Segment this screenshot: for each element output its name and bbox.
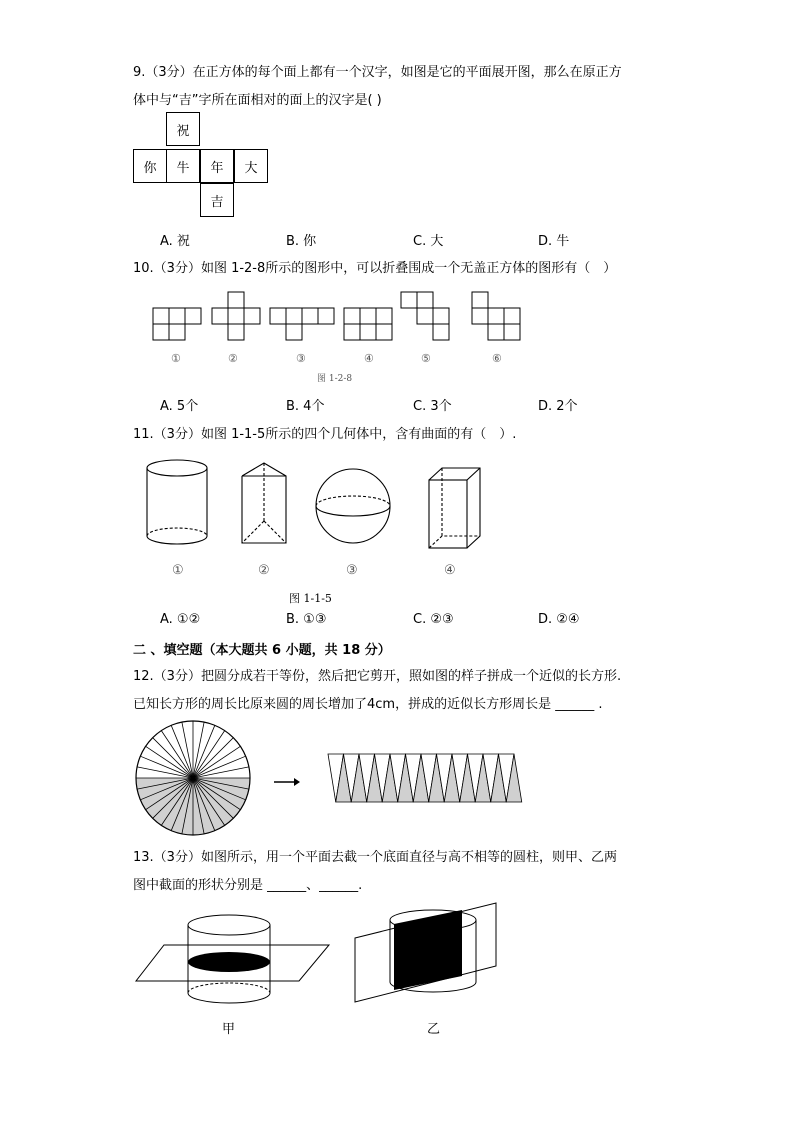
net-cell-zhu: 祝 xyxy=(166,112,200,146)
net-shape-6 xyxy=(472,292,520,340)
net-cell-nian: 年 xyxy=(200,149,234,183)
cuboid-shape xyxy=(429,468,480,548)
net-cell-ni: 你 xyxy=(133,149,167,183)
q10-label-1: ① xyxy=(171,352,181,365)
q10-label-5: ⑤ xyxy=(421,352,431,365)
q11-option-b: B. ①③ xyxy=(286,612,327,627)
sector-line xyxy=(193,738,233,778)
arrow-icon xyxy=(274,777,300,787)
q10-option-c: C. 3个 xyxy=(413,399,452,414)
q13-label-yi: 乙 xyxy=(427,1022,441,1037)
net-shape-5 xyxy=(401,292,449,340)
q11-option-d: D. ②④ xyxy=(538,612,580,627)
q13-label-jia: 甲 xyxy=(222,1022,236,1037)
net-shape-3 xyxy=(270,308,334,340)
q10-label-3: ③ xyxy=(296,352,306,365)
section-heading-fill-blank: 二 、填空题（本大题共 6 小题，共 18 分） xyxy=(133,643,391,658)
q9-text-line2: 体中与“吉”字所在面相对的面上的汉字是( ) xyxy=(133,93,382,108)
q10-option-b: B. 4个 xyxy=(286,399,325,414)
q9-text-line1: 9.（3分）在正方体的每个面上都有一个汉字，如图是它的平面展开图，那么在原正方 xyxy=(133,65,622,80)
q13-cut-figure-a xyxy=(134,905,334,1015)
q12-text-line2: 已知长方形的周长比原来圆的周长增加了4cm，拼成的近似长方形周长是 ______ . xyxy=(133,697,603,712)
q10-option-a: A. 5个 xyxy=(160,399,199,414)
q9-option-d: D. 牛 xyxy=(538,234,570,249)
sector-line xyxy=(153,738,193,778)
q10-figure-caption: 图 1-2-8 xyxy=(317,374,353,384)
q11-option-a: A. ①② xyxy=(160,612,201,627)
net-cell-da: 大 xyxy=(234,149,268,183)
q11-label-2: ② xyxy=(258,563,270,578)
q10-text-line1: 10.（3分）如图 1-2-8所示的图形中，可以折叠围成一个无盖正方体的图形有（ ） xyxy=(133,261,617,276)
q10-option-d: D. 2个 xyxy=(538,399,578,414)
q13-text-line1: 13.（3分）如图所示，用一个平面去截一个底面直径与高不相等的圆柱，则甲、乙两 xyxy=(133,850,617,865)
q12-rectangle-figure xyxy=(324,752,524,806)
q11-solids-figure xyxy=(144,458,504,558)
q12-text-line1: 12.（3分）把圆分成若干等份，然后把它剪开，照如图的样子拼成一个近似的长方形. xyxy=(133,669,622,684)
q9-option-c: C. 大 xyxy=(413,234,444,249)
net-cell-ji: 吉 xyxy=(200,183,234,217)
net-shape-4 xyxy=(344,308,392,340)
q11-label-4: ④ xyxy=(444,563,456,578)
q10-label-6: ⑥ xyxy=(492,352,502,365)
net-shape-1 xyxy=(153,308,201,340)
sphere-shape xyxy=(316,469,390,543)
triangular-prism-shape xyxy=(242,463,286,543)
q10-label-2: ② xyxy=(228,352,238,365)
q9-option-b: B. 你 xyxy=(286,234,317,249)
q12-circle-figure xyxy=(133,718,253,838)
q11-label-1: ① xyxy=(172,563,184,578)
q13-cut-figure-b xyxy=(350,898,510,1008)
q9-option-a: A. 祝 xyxy=(160,234,190,249)
q11-figure-caption: 图 1-1-5 xyxy=(289,592,332,605)
q11-option-c: C. ②③ xyxy=(413,612,454,627)
q10-label-4: ④ xyxy=(364,352,374,365)
cylinder-shape xyxy=(147,460,207,544)
q11-text-line1: 11.（3分）如图 1-1-5所示的四个几何体中，含有曲面的有（ ）. xyxy=(133,427,517,442)
q13-text-line2: 图中截面的形状分别是 ______、______. xyxy=(133,878,363,893)
q11-label-3: ③ xyxy=(346,563,358,578)
net-cell-niu: 牛 xyxy=(166,149,200,183)
q10-nets-figure xyxy=(150,290,550,350)
net-shape-2 xyxy=(212,292,260,340)
